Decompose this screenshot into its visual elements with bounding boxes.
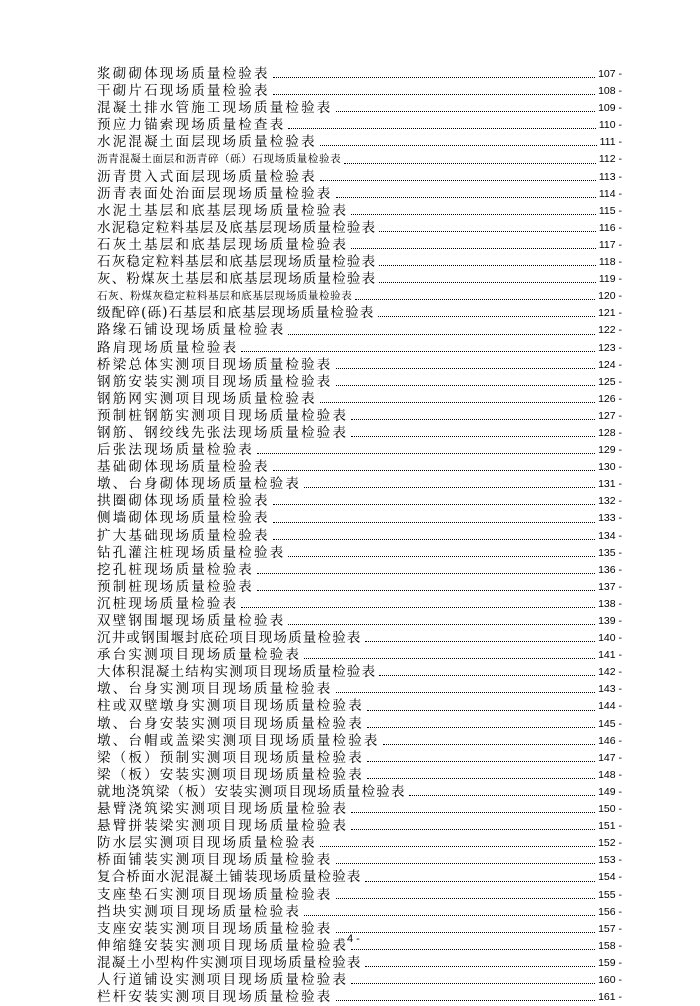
toc-dot-leader [351,214,596,215]
toc-dot-leader [344,163,596,164]
toc-entry-page: 159 - [598,956,622,969]
toc-dot-leader [336,692,596,693]
toc-entry[interactable] [97,322,622,339]
toc-entry-title: 支座垫石实测项目现场质量检验表 [97,886,333,903]
toc-dot-leader [241,351,595,352]
toc-dot-leader [304,487,595,488]
toc-entry-title: 沉桩现场质量检验表 [97,595,239,612]
toc-dot-leader [304,915,595,916]
toc-entry-page: 152 - [598,837,622,850]
toc-entry-page: 134 - [598,529,622,542]
toc-entry[interactable] [97,391,622,408]
toc-dot-leader [365,641,595,642]
toc-entry-title: 栏杆安装实测项目现场质量检验表 [97,989,333,1006]
toc-entry-page: 141 - [598,649,622,662]
toc-dot-leader [336,111,596,112]
toc-entry-title: 人行道铺设实测项目现场质量检验表 [97,971,349,988]
toc-entry-page: 144 - [598,700,622,713]
toc-entry[interactable] [97,869,622,886]
toc-dot-leader [351,436,595,437]
toc-entry-title: 混凝土排水管施工现场质量检验表 [97,100,333,117]
toc-dot-leader [383,744,595,745]
toc-dot-leader [336,1000,596,1001]
toc-entry[interactable] [97,134,622,151]
toc-entry[interactable] [97,852,622,869]
toc-dot-leader [365,881,595,882]
toc-entry-title: 沥青表面处治面层现场质量检验表 [97,185,333,202]
toc-entry-title: 拱圈砌体现场质量检验表 [97,493,270,510]
toc-entry[interactable] [97,545,622,562]
toc-entry-page: 160 - [598,973,622,986]
toc-entry[interactable] [97,904,622,921]
toc-entry-title: 沉井或钢围堰封底砼项目现场质量检验表 [97,630,362,647]
toc-entry-page: 117 - [598,238,622,251]
toc-dot-leader [273,504,595,505]
toc-entry-page: 114 - [598,187,622,200]
toc-entry-title: 侧墙砌体现场质量检验表 [97,510,270,527]
toc-entry-title: 钢筋网实测项目现场质量检验表 [97,390,317,407]
toc-dot-leader [336,368,596,369]
toc-dot-leader [409,795,595,796]
toc-entry-title: 复合桥面水泥混凝土铺装现场质量检验表 [97,869,362,886]
toc-entry-page: 123 - [598,341,622,354]
toc-entry-title: 基础砌体现场质量检验表 [97,459,270,476]
toc-entry-title: 石灰稳定粒料基层和底基层现场质量检验表 [97,254,377,271]
toc-entry-page: 109 - [598,102,622,115]
toc-entry-title: 路缘石铺设现场质量检验表 [97,322,286,339]
toc-entry[interactable] [97,493,622,510]
toc-dot-leader [367,761,595,762]
toc-entry-page: 154 - [598,871,622,884]
toc-entry[interactable] [97,630,622,647]
toc-entry-page: 155 - [598,888,622,901]
toc-entry-title: 挡块实测项目现场质量检验表 [97,903,302,920]
toc-entry-title: 墩、台身砌体现场质量检验表 [97,476,302,493]
toc-entry[interactable] [97,613,622,630]
toc-entry[interactable] [97,254,622,271]
toc-entry-page: 108 - [598,85,622,98]
toc-dot-leader [367,778,595,779]
toc-entry-page: 112 - [598,153,622,166]
toc-entry-page: 161 - [598,991,622,1004]
toc-dot-leader [257,573,595,574]
toc-entry[interactable] [97,801,622,818]
toc-entry-page: 113 - [598,170,622,183]
toc-entry-title: 墩、台身实测项目现场质量检验表 [97,681,333,698]
toc-entry[interactable] [97,237,622,254]
toc-entry-page: 129 - [598,444,622,457]
toc-entry[interactable] [97,528,622,545]
toc-entry-page: 127 - [598,409,622,422]
toc-entry-title: 水泥土基层和底基层现场质量检验表 [97,202,349,219]
toc-dot-leader [336,197,596,198]
toc-entry[interactable] [97,459,622,476]
toc-entry-page: 143 - [598,683,622,696]
toc-entry[interactable] [97,151,622,168]
toc-entry-title: 钢筋、钢绞线先张法现场质量检验表 [97,424,349,441]
toc-entry-title: 干砌片石现场质量检验表 [97,83,270,100]
toc-entry-title: 沥青贯入式面层现场质量检验表 [97,168,317,185]
toc-dot-leader [241,607,595,608]
page-number: - 4 - [340,933,360,945]
toc-entry-page: 130 - [598,461,622,474]
toc-entry[interactable] [97,100,622,117]
toc-entry-title: 灰、粉煤灰土基层和底基层现场质量检验表 [97,271,377,288]
toc-entry-title: 桥面铺装实测项目现场质量检验表 [97,852,333,869]
toc-dot-leader [336,863,596,864]
toc-entry-page: 138 - [598,597,622,610]
toc-dot-leader [367,727,595,728]
toc-entry-title: 浆砌砌体现场质量检验表 [97,66,270,82]
toc-entry-title: 钢筋安装实测项目现场质量检验表 [97,373,333,390]
toc-entry[interactable] [97,972,622,989]
toc-entry[interactable] [97,408,622,425]
toc-dot-leader [351,983,595,984]
toc-entry-page: 115 - [598,204,622,217]
toc-entry-title: 大体积混凝土结构实测项目现场质量检验表 [97,664,377,681]
toc-entry-title: 后张法现场质量检验表 [97,442,254,459]
toc-dot-leader [273,77,595,78]
toc-dot-leader [351,248,596,249]
toc-entry-page: 142 - [598,666,622,679]
toc-entry[interactable] [97,647,622,664]
toc-dot-leader [351,829,595,830]
toc-entry-title: 扩大基础现场质量检验表 [97,527,270,544]
toc-entry[interactable] [97,664,622,681]
toc-entry-page: 150 - [598,803,622,816]
toc-dot-leader [355,299,595,300]
toc-entry-title: 沥青混凝土面层和沥青碎（砾）石现场质量检验表 [97,153,342,166]
toc-entry-page: 148 - [598,768,622,781]
toc-entry-page: 136 - [598,563,622,576]
toc-entry-page: 119 - [598,273,622,286]
toc-dot-leader [367,710,595,711]
toc-entry-page: 128 - [598,426,622,439]
toc-entry[interactable] [97,374,622,391]
toc-dot-leader [320,846,595,847]
toc-entry-page: 151 - [598,820,622,833]
toc-entry-title: 石灰、粉煤灰稳定粒料基层和底基层现场质量检验表 [97,290,353,303]
toc-dot-leader [336,385,596,386]
toc-entry[interactable] [97,750,622,767]
toc-entry-title: 混凝土小型构件实测项目现场质量检验表 [97,954,362,971]
toc-dot-leader [320,180,596,181]
toc-entry[interactable] [97,271,622,288]
toc-entry-title: 柱或双壁墩身实测项目现场质量检验表 [97,698,364,715]
toc-entry-page: 118 - [598,256,622,269]
toc-entry[interactable] [97,835,622,852]
toc-entry[interactable] [97,716,622,733]
toc-entry-title: 石灰土基层和底基层现场质量检验表 [97,236,349,253]
toc-dot-leader [304,658,595,659]
toc-entry[interactable] [97,510,622,527]
toc-entry-title: 挖孔桩现场质量检验表 [97,561,254,578]
toc-entry-page: 145 - [598,717,622,730]
toc-entry-page: 121 - [598,307,622,320]
toc-dot-leader [273,470,595,471]
toc-dot-leader [288,128,595,129]
toc-entry-title: 钻孔灌注桩现场质量检验表 [97,544,286,561]
toc-dot-leader [379,231,596,232]
toc-entry[interactable] [97,596,622,613]
toc-entry-page: 126 - [598,392,622,405]
toc-entry[interactable] [97,66,622,83]
toc-dot-leader [288,556,595,557]
toc-entry-page: 149 - [598,785,622,798]
toc-entry[interactable] [97,698,622,715]
toc-entry[interactable] [97,203,622,220]
toc-dot-leader [336,898,596,899]
toc-entry-page: 125 - [598,375,622,388]
toc-entry[interactable] [97,340,622,357]
toc-dot-leader [273,94,595,95]
toc-entry-page: 116 - [598,221,622,234]
toc-entry-title: 水泥稳定粒料基层及底基层现场质量检验表 [97,219,377,236]
toc-entry-page: 157 - [598,922,622,935]
toc-dot-leader [351,419,595,420]
toc-entry-page: 137 - [598,580,622,593]
toc-entry-title: 预制桩现场质量检验表 [97,578,254,595]
toc-entry-page: 132 - [598,495,622,508]
toc-dot-leader [273,539,595,540]
toc-entry-title: 防水层实测项目现场质量检验表 [97,835,317,852]
toc-entry[interactable] [97,887,622,904]
toc-entry-title: 伸缩缝安装实测项目现场质量检验表 [97,937,349,954]
toc-dot-leader [288,334,595,335]
toc-entry[interactable] [97,83,622,100]
toc-entry-page: 147 - [598,751,622,764]
toc-entry-title: 梁（板）安装实测项目现场质量检验表 [97,766,364,783]
toc-dot-leader [320,402,595,403]
toc-dot-leader [379,675,595,676]
toc-entry-title: 承台实测项目现场质量检验表 [97,647,302,664]
toc-entry[interactable] [97,169,622,186]
toc-dot-leader [378,316,596,317]
toc-entry[interactable] [97,288,622,305]
toc-entry-page: 110 - [598,119,622,132]
toc-entry-page: 135 - [598,546,622,559]
toc-dot-leader [320,145,597,146]
toc-entry-title: 悬臂拼装梁实测项目现场质量检验表 [97,818,349,835]
toc-entry[interactable] [97,955,622,972]
toc-entry-title: 桥梁总体实测项目现场质量检验表 [97,356,333,373]
toc-entry-title: 梁（板）预制实测项目现场质量检验表 [97,749,364,766]
toc-dot-leader [257,590,595,591]
toc-entry-page: 131 - [598,478,622,491]
toc-entry-page: 133 - [598,512,622,525]
toc-entry[interactable] [97,562,622,579]
toc-entry[interactable] [97,681,622,698]
toc-entry-page: 122 - [598,324,622,337]
toc-entry[interactable] [97,733,622,750]
toc-entry-page: 111 - [599,136,622,149]
toc-entry-page: 146 - [598,734,622,747]
toc-entry[interactable] [97,357,622,374]
toc-entry-title: 支座安装实测项目现场质量检验表 [97,920,333,937]
toc-entry[interactable] [97,989,622,1006]
toc-entry-title: 级配碎(砾)石基层和底基层现场质量检验表 [97,305,375,322]
toc-entry-title: 墩、台帽或盖梁实测项目现场质量检验表 [97,732,380,749]
toc-entry[interactable] [97,117,622,134]
toc-list [97,66,622,1006]
toc-entry-page: 124 - [598,358,622,371]
toc-entry-title: 水泥混凝土面层现场质量检验表 [97,134,317,151]
toc-entry[interactable] [97,442,622,459]
toc-entry-page: 120 - [598,290,622,303]
toc-entry-title: 就地浇筑梁（板）安装实测项目现场质量检验表 [97,783,406,800]
toc-entry-page: 140 - [598,632,622,645]
toc-entry-page: 158 - [598,939,622,952]
toc-entry-title: 墩、台身安装实测项目现场质量检验表 [97,715,364,732]
table-of-contents [97,66,622,1006]
toc-entry-title: 双壁钢围堰现场质量检验表 [97,613,286,629]
toc-dot-leader [257,453,595,454]
toc-dot-leader [351,812,595,813]
toc-entry-title: 悬臂浇筑梁实测项目现场质量检验表 [97,801,349,818]
toc-entry-page: 139 - [598,615,622,627]
toc-entry-title: 预应力锚索现场质量检查表 [97,117,286,134]
toc-entry[interactable] [97,220,622,237]
toc-dot-leader [379,265,596,266]
toc-entry[interactable] [97,784,622,801]
toc-dot-leader [351,949,595,950]
toc-entry-page: 156 - [598,905,622,918]
toc-entry[interactable] [97,767,622,784]
toc-entry[interactable] [97,818,622,835]
toc-dot-leader [379,282,596,283]
toc-entry[interactable] [97,305,622,322]
toc-dot-leader [288,624,595,625]
toc-entry[interactable] [97,476,622,493]
toc-entry[interactable] [97,579,622,596]
toc-entry-title: 预制桩钢筋实测项目现场质量检验表 [97,407,349,424]
toc-entry[interactable] [97,186,622,203]
toc-entry-page: 153 - [598,854,622,867]
toc-entry-page: 107 - [598,68,622,80]
toc-dot-leader [273,522,595,523]
toc-entry[interactable] [97,425,622,442]
toc-dot-leader [365,966,595,967]
toc-entry-title: 路肩现场质量检验表 [97,339,239,356]
